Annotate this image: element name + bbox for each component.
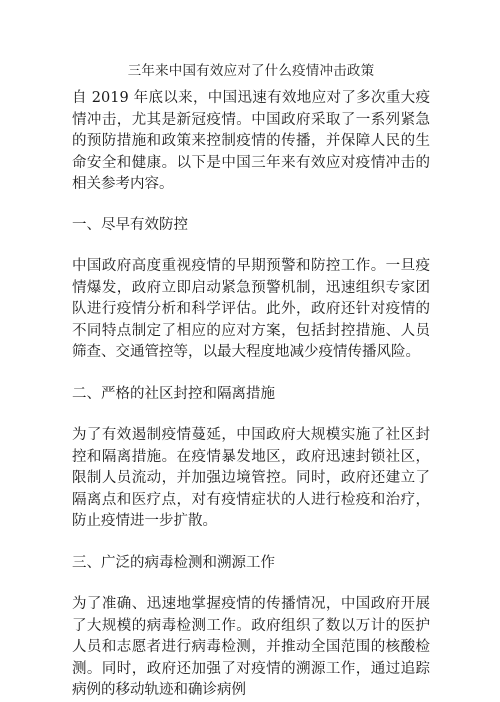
spacer [72, 533, 430, 553]
section-body-1: 中国政府高度重视疫情的早期预警和防控工作。一旦疫情爆发，政府立即启动紧急预警机制，迅速组织专家团队进行疫情分析和科学评估。此外，政府还针对疫情的不同特点制定了相应的应对方案，包括封控措施、人员筛查、交通管控等，以最大程度地减少疫情传播风险。 [72, 258, 430, 360]
section-heading-3: 三、广泛的病毒检测和溯源工作 [72, 554, 275, 571]
spacer [72, 196, 430, 215]
spacer [72, 364, 430, 384]
section-body-3: 为了准确、迅速地掌握疫情的传播情况，中国政府开展了大规模的病毒检测工作。政府组织了数以万计的医护人员和志愿者进行病毒检测，并推动全国范围的核酸检测。同时，政府还加强了对疫情的溯源工作，通过追踪病例的移动轨迹和确诊病例 [72, 596, 430, 698]
section-heading-1: 一、尽早有效防控 [72, 216, 188, 233]
intro-paragraph: 自 2019 年底以来，中国迅速有效地应对了多次重大疫情冲击，尤其是新冠疫情。中国政府采取了一系列紧急的预防措施和政策来控制疫情的传播，并保障人民的生命安全和健康。以下是中国三年来有效应对疫情冲击的相关参考内容。 [72, 90, 430, 192]
section-body-2: 为了有效遏制疫情蔓延，中国政府大规模实施了社区封控和隔离措施。在疫情暴发地区，政府迅速封锁社区，限制人员流动，并加强边境管控。同时，政府还建立了隔离点和医疗点，对有疫情症状的人进行检疫和治疗，防止疫情进一步扩散。 [72, 427, 430, 529]
section-heading-2: 二、严格的社区封控和隔离措施 [72, 385, 275, 402]
spacer [72, 236, 430, 256]
spacer [72, 574, 430, 594]
spacer [72, 405, 430, 425]
document-title: 三年来中国有效应对了什么疫情冲击政策 [127, 63, 375, 79]
